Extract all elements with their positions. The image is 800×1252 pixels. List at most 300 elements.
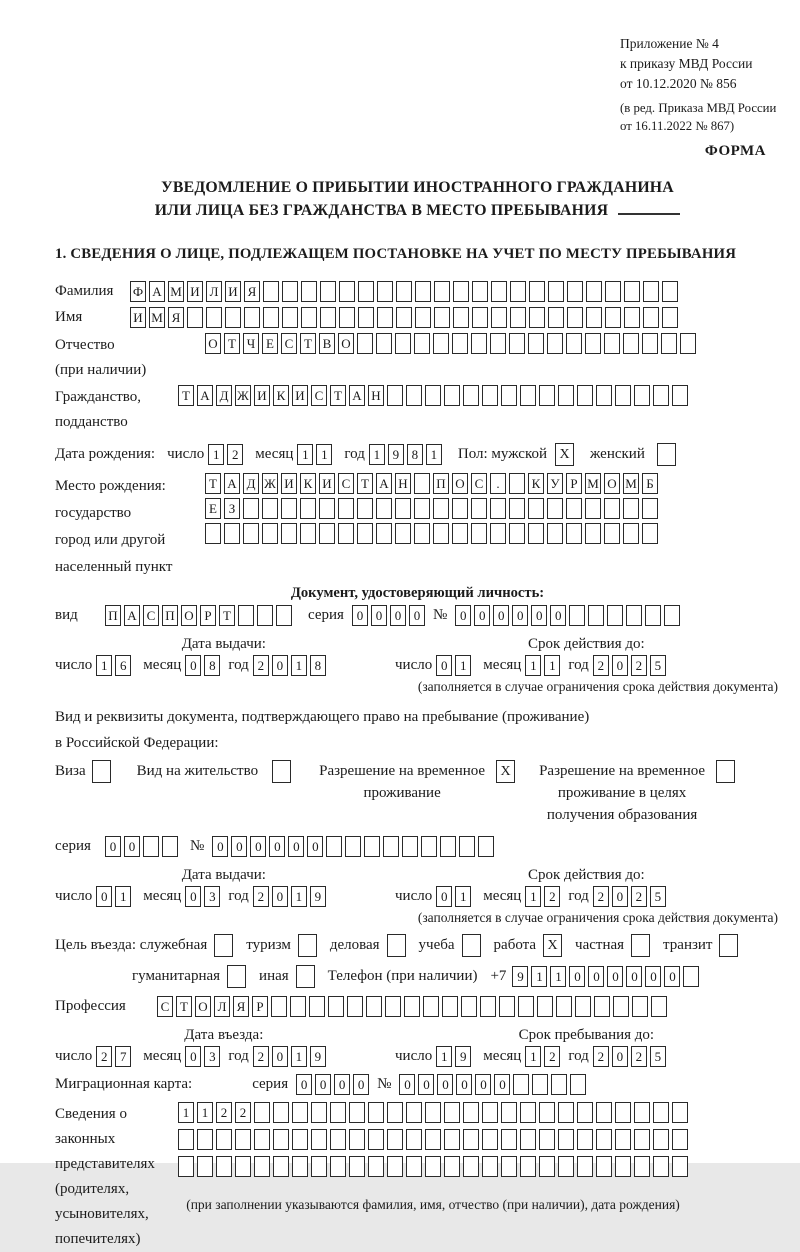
form-cell xyxy=(235,1156,251,1177)
form-cell xyxy=(282,281,298,302)
form-cell xyxy=(539,1156,555,1177)
form-cell xyxy=(463,1102,479,1123)
form-cell xyxy=(415,281,431,302)
temp-permit-edu-label-line1: Разрешение на временное xyxy=(539,763,706,779)
form-cell: И xyxy=(281,473,297,494)
form-cell xyxy=(643,307,659,328)
form-cell xyxy=(368,1156,384,1177)
doc-number-label: № xyxy=(432,607,448,623)
form-cell xyxy=(577,1129,593,1150)
form-cell xyxy=(471,498,487,519)
residence-permit-label: Вид на жительство xyxy=(136,763,259,779)
form-cell xyxy=(490,523,506,544)
form-cell xyxy=(263,307,279,328)
surname-row xyxy=(55,281,780,302)
form-cell: 2 xyxy=(631,1046,647,1067)
form-cell: 3 xyxy=(204,886,220,907)
form-cell: И xyxy=(130,307,146,328)
form-cell xyxy=(490,498,506,519)
legal-reps-label-line6: попечителях) xyxy=(55,1231,141,1247)
form-cell xyxy=(520,1129,536,1150)
form-cell xyxy=(263,281,279,302)
stay-until-header: Срок пребывания до: xyxy=(518,1027,655,1043)
form-cell: 0 xyxy=(436,655,452,676)
form-cell: Л xyxy=(206,281,222,302)
form-cell xyxy=(651,996,667,1017)
birth-place-label-line4: населенный пункт xyxy=(55,559,173,575)
day-label: число xyxy=(55,1048,93,1064)
form-cell xyxy=(162,836,178,857)
form-cell: 1 xyxy=(436,1046,452,1067)
legal-reps-row2-boxes xyxy=(178,1129,688,1150)
form-cell: М xyxy=(149,307,165,328)
form-cell: 0 xyxy=(493,605,509,626)
form-cell: 0 xyxy=(272,1046,288,1067)
form-cell xyxy=(528,498,544,519)
form-cell xyxy=(558,1129,574,1150)
form-cell xyxy=(509,473,525,494)
form-cell: У xyxy=(547,473,563,494)
form-cell: 0 xyxy=(455,605,471,626)
form-cell: Р xyxy=(566,473,582,494)
form-cell xyxy=(509,333,525,354)
citizenship-label xyxy=(55,385,178,435)
form-cell xyxy=(272,760,291,783)
form-cell: 1 xyxy=(550,966,566,987)
form-cell xyxy=(273,1156,289,1177)
form-cell: 0 xyxy=(124,836,140,857)
form-cell: Т xyxy=(219,605,235,626)
form-cell: 1 xyxy=(178,1102,194,1123)
purpose-official-label: Цель въезда: служебная xyxy=(55,937,208,953)
form-cell xyxy=(491,307,507,328)
visa-checkbox xyxy=(92,760,111,783)
form-cell xyxy=(634,1102,650,1123)
legal-reps-label-line5: усыновителях, xyxy=(55,1206,149,1222)
temp-permit-label-line1: Разрешение на временное xyxy=(319,763,486,779)
day-label: число xyxy=(395,888,433,904)
citizenship-boxes xyxy=(178,385,688,406)
form-cell: X xyxy=(555,443,574,466)
form-cell: О xyxy=(452,473,468,494)
form-cell: Ф xyxy=(130,281,146,302)
purpose-humanitarian-checkbox xyxy=(227,965,246,988)
appendix-line: к приказу МВД России xyxy=(620,56,753,71)
form-cell: 5 xyxy=(650,1046,666,1067)
form-cell: 2 xyxy=(544,886,560,907)
form-cell: 2 xyxy=(631,886,647,907)
form-cell: 9 xyxy=(310,1046,326,1067)
patronymic-boxes xyxy=(205,333,696,354)
form-cell xyxy=(358,307,374,328)
form-cell xyxy=(672,1156,688,1177)
form-cell xyxy=(575,996,591,1017)
day-label: число xyxy=(395,657,433,673)
citizenship-row xyxy=(55,385,780,435)
permit-date-headers xyxy=(55,867,780,884)
form-cell xyxy=(719,934,738,957)
form-cell xyxy=(539,1129,555,1150)
form-cell xyxy=(642,523,658,544)
form-cell: 2 xyxy=(96,1046,112,1067)
form-cell: 7 xyxy=(115,1046,131,1067)
form-cell xyxy=(463,1129,479,1150)
form-cell xyxy=(396,307,412,328)
form-cell: Т xyxy=(300,333,316,354)
form-cell xyxy=(271,996,287,1017)
form-cell xyxy=(672,1102,688,1123)
form-cell xyxy=(577,1102,593,1123)
form-cell xyxy=(414,498,430,519)
form-cell xyxy=(328,996,344,1017)
form-cell: 9 xyxy=(512,966,528,987)
form-cell: 0 xyxy=(626,966,642,987)
form-cell xyxy=(577,385,593,406)
stay-month-boxes xyxy=(525,1046,560,1067)
form-cell xyxy=(482,1129,498,1150)
profession-row xyxy=(55,996,780,1017)
form-cell: 2 xyxy=(544,1046,560,1067)
revision-line: (в ред. Приказа МВД России xyxy=(620,101,777,115)
purpose-work-label: работа xyxy=(493,937,537,953)
form-cell xyxy=(415,307,431,328)
form-cell: С xyxy=(157,996,173,1017)
form-cell: 0 xyxy=(612,655,628,676)
form-cell xyxy=(421,836,437,857)
form-cell xyxy=(301,307,317,328)
form-cell xyxy=(143,836,159,857)
form-cell xyxy=(604,523,620,544)
form-cell: 0 xyxy=(352,605,368,626)
month-label: месяц xyxy=(483,1048,522,1064)
form-cell: Р xyxy=(200,605,216,626)
form-cell xyxy=(364,836,380,857)
doc-series-label: серия xyxy=(308,607,344,623)
doc-kind-label: вид xyxy=(55,607,78,623)
birth-year-boxes xyxy=(369,444,442,465)
form-cell xyxy=(290,996,306,1017)
form-cell xyxy=(653,385,669,406)
form-cell xyxy=(440,836,456,857)
form-cell xyxy=(281,498,297,519)
day-label: число xyxy=(55,657,93,673)
permit-options-row xyxy=(55,760,780,826)
form-cell xyxy=(414,523,430,544)
form-cell: 0 xyxy=(96,886,112,907)
form-cell xyxy=(376,498,392,519)
form-cell: 0 xyxy=(399,1074,415,1095)
permit-issue-date-header: Дата выдачи: xyxy=(181,867,266,883)
form-cell xyxy=(586,307,602,328)
birth-place-label-line2: государство xyxy=(55,505,132,521)
form-cell xyxy=(461,996,477,1017)
form-cell: К xyxy=(273,385,289,406)
form-cell: 3 xyxy=(204,1046,220,1067)
visa-option xyxy=(55,760,111,783)
form-cell xyxy=(558,1156,574,1177)
form-cell xyxy=(311,1102,327,1123)
form-cell xyxy=(366,996,382,1017)
form-cell: X xyxy=(496,760,515,783)
form-cell: 2 xyxy=(253,886,269,907)
form-cell: 1 xyxy=(115,886,131,907)
form-cell xyxy=(596,1102,612,1123)
form-cell: Я xyxy=(233,996,249,1017)
month-label: месяц xyxy=(143,888,182,904)
appendix-block xyxy=(620,34,780,135)
form-cell: 2 xyxy=(227,444,243,465)
purpose-row2 xyxy=(132,965,780,988)
form-cell: З xyxy=(224,498,240,519)
legal-reps-label-line2: законных xyxy=(55,1131,116,1147)
form-cell xyxy=(548,281,564,302)
form-cell xyxy=(459,836,475,857)
form-cell: 0 xyxy=(645,966,661,987)
form-cell xyxy=(311,1129,327,1150)
form-cell: 0 xyxy=(272,655,288,676)
patronymic-row xyxy=(55,333,780,383)
form-cell: 0 xyxy=(418,1074,434,1095)
form-cell xyxy=(585,498,601,519)
form-cell: 1 xyxy=(426,444,442,465)
form-cell: 9 xyxy=(310,886,326,907)
form-cell xyxy=(566,498,582,519)
form-cell: Т xyxy=(357,473,373,494)
birth-place-row3-boxes xyxy=(205,523,658,544)
form-cell xyxy=(406,385,422,406)
month-label: месяц xyxy=(255,446,294,462)
form-cell xyxy=(626,605,642,626)
year-label: год xyxy=(568,657,589,673)
citizenship-label-line2: подданство xyxy=(55,414,128,430)
form-cell: 0 xyxy=(185,1046,201,1067)
form-cell xyxy=(520,385,536,406)
form-cell xyxy=(509,523,525,544)
form-cell: 0 xyxy=(607,966,623,987)
form-cell: 9 xyxy=(455,1046,471,1067)
form-cell xyxy=(615,385,631,406)
form-cell xyxy=(510,307,526,328)
form-cell: И xyxy=(225,281,241,302)
year-label: год xyxy=(228,657,249,673)
year-label: год xyxy=(228,1048,249,1064)
form-cell: 0 xyxy=(288,836,304,857)
sex-male-label: Пол: мужской xyxy=(457,446,548,462)
form-cell xyxy=(594,996,610,1017)
entry-date-group xyxy=(55,1046,395,1067)
form-cell xyxy=(605,307,621,328)
form-cell: 2 xyxy=(216,1102,232,1123)
form-cell: 0 xyxy=(269,836,285,857)
form-cell xyxy=(296,965,315,988)
form-cell xyxy=(586,281,602,302)
form-cell xyxy=(444,1156,460,1177)
patronymic-label-line2: (при наличии) xyxy=(55,362,147,378)
form-cell xyxy=(596,1156,612,1177)
form-cell xyxy=(406,1129,422,1150)
doc-issue-date-group xyxy=(55,655,395,676)
temp-permit-label xyxy=(319,760,485,804)
form-cell xyxy=(235,1129,251,1150)
form-cell xyxy=(425,1129,441,1150)
form-cell: Т xyxy=(178,385,194,406)
form-cell: 0 xyxy=(353,1074,369,1095)
form-cell: 1 xyxy=(525,886,541,907)
purpose-transit-checkbox xyxy=(719,934,738,957)
form-cell xyxy=(453,281,469,302)
form-cell xyxy=(683,966,699,987)
permit-valid-day-boxes xyxy=(436,886,471,907)
permit-series-boxes xyxy=(105,836,178,857)
form-cell: 0 xyxy=(588,966,604,987)
form-cell xyxy=(338,523,354,544)
temp-permit-checkbox xyxy=(496,760,515,783)
purpose-work-checkbox xyxy=(543,934,562,957)
year-label: год xyxy=(568,1048,589,1064)
form-cell xyxy=(387,1156,403,1177)
form-cell xyxy=(197,1129,213,1150)
form-cell: 8 xyxy=(204,655,220,676)
form-cell xyxy=(566,523,582,544)
form-cell xyxy=(490,333,506,354)
form-cell: 1 xyxy=(455,886,471,907)
section1-heading: 1. СВЕДЕНИЯ О ЛИЦЕ, ПОДЛЕЖАЩЕМ ПОСТАНОВКЕ НА УЧЕТ ПО МЕСТУ ПРЕБЫВАНИЯ xyxy=(55,246,737,262)
form-cell: X xyxy=(543,934,562,957)
residence-permit-option xyxy=(137,760,291,783)
entry-date-headers xyxy=(55,1027,780,1044)
form-cell xyxy=(529,281,545,302)
form-cell xyxy=(433,523,449,544)
form-cell xyxy=(214,934,233,957)
form-cell: 0 xyxy=(512,605,528,626)
form-cell: Т xyxy=(330,385,346,406)
doc-dates-row xyxy=(55,655,780,676)
form-cell: 0 xyxy=(307,836,323,857)
temp-permit-option xyxy=(319,760,515,804)
form-cell xyxy=(402,836,418,857)
doc-valid-day-boxes xyxy=(436,655,471,676)
birth-month-boxes xyxy=(297,444,332,465)
form-cell xyxy=(404,996,420,1017)
form-cell: Р xyxy=(252,996,268,1017)
form-cell xyxy=(292,1156,308,1177)
form-cell xyxy=(368,1102,384,1123)
residence-doc-paragraph xyxy=(55,704,780,756)
birth-place-row1-boxes xyxy=(205,473,658,494)
form-cell: А xyxy=(224,473,240,494)
form-cell xyxy=(301,281,317,302)
residence-doc-line1: Вид и реквизиты документа, подтверждающего право на пребывание (проживание) xyxy=(55,709,590,725)
day-label: число xyxy=(395,1048,433,1064)
form-cell: И xyxy=(254,385,270,406)
form-cell xyxy=(377,281,393,302)
form-cell xyxy=(501,1156,517,1177)
doc-date-headers xyxy=(55,636,780,653)
form-cell xyxy=(471,523,487,544)
form-cell: 0 xyxy=(185,886,201,907)
form-cell: Л xyxy=(214,996,230,1017)
form-cell xyxy=(452,333,468,354)
form-cell xyxy=(653,1102,669,1123)
name-boxes xyxy=(130,307,678,328)
form-cell xyxy=(529,307,545,328)
doc-number-boxes xyxy=(455,605,680,626)
purpose-study-checkbox xyxy=(462,934,481,957)
legal-reps-boxes xyxy=(178,1102,688,1213)
form-cell xyxy=(566,333,582,354)
form-cell xyxy=(653,1129,669,1150)
form-cell: 0 xyxy=(105,836,121,857)
form-cell xyxy=(377,307,393,328)
identity-doc-heading: Документ, удостоверяющий личность: xyxy=(290,585,545,601)
form-cell: 1 xyxy=(208,444,224,465)
form-cell: 0 xyxy=(250,836,266,857)
form-cell xyxy=(319,498,335,519)
permit-series-row xyxy=(55,836,780,857)
appendix-line: от 10.12.2020 № 856 xyxy=(620,76,737,91)
form-cell xyxy=(92,760,111,783)
form-cell xyxy=(539,1102,555,1123)
form-cell xyxy=(197,1156,213,1177)
form-cell xyxy=(345,836,361,857)
purpose-private-checkbox xyxy=(631,934,650,957)
sex-male-checkbox xyxy=(555,443,574,466)
permit-valid-note: (заполняется в случае ограничения срока действия документа) xyxy=(417,910,778,925)
form-cell xyxy=(254,1129,270,1150)
form-cell xyxy=(262,498,278,519)
form-cell: 1 xyxy=(531,966,547,987)
permit-valid-month-boxes xyxy=(525,886,560,907)
form-cell xyxy=(292,1129,308,1150)
permit-number-label: № xyxy=(190,838,205,854)
form-cell: В xyxy=(319,333,335,354)
form-cell xyxy=(624,281,640,302)
entry-year-boxes xyxy=(253,1046,326,1067)
form-cell: 2 xyxy=(631,655,647,676)
day-label: число xyxy=(55,888,93,904)
title-line1: УВЕДОМЛЕНИЕ О ПРИБЫТИИ ИНОСТРАННОГО ГРАЖДАНИНА xyxy=(161,179,674,196)
legal-reps-row3-boxes xyxy=(178,1156,688,1177)
doc-valid-note: (заполняется в случае ограничения срока действия документа) xyxy=(417,679,778,694)
form-cell xyxy=(604,498,620,519)
birth-place-row xyxy=(55,473,780,581)
form-cell xyxy=(444,385,460,406)
form-cell: 0 xyxy=(612,1046,628,1067)
temp-permit-edu-checkbox xyxy=(716,760,735,783)
permit-issue-date-group xyxy=(55,886,395,907)
legal-reps-label xyxy=(55,1102,178,1252)
form-cell xyxy=(357,498,373,519)
form-cell xyxy=(672,385,688,406)
form-cell: 1 xyxy=(291,886,307,907)
permit-issue-year-boxes xyxy=(253,886,326,907)
doc-valid-year-boxes xyxy=(593,655,666,676)
form-cell xyxy=(206,307,222,328)
form-cell xyxy=(657,443,676,466)
form-cell xyxy=(615,1156,631,1177)
doc-issue-year-boxes xyxy=(253,655,326,676)
identity-doc-row xyxy=(55,605,780,626)
form-cell xyxy=(645,605,661,626)
permit-valid-date-group xyxy=(395,886,666,907)
entry-dates-row xyxy=(55,1046,780,1067)
purpose-official-checkbox xyxy=(214,934,233,957)
form-cell xyxy=(570,1074,586,1095)
form-cell: Я xyxy=(168,307,184,328)
form-cell xyxy=(433,333,449,354)
form-cell: Т xyxy=(205,473,221,494)
form-cell xyxy=(434,281,450,302)
